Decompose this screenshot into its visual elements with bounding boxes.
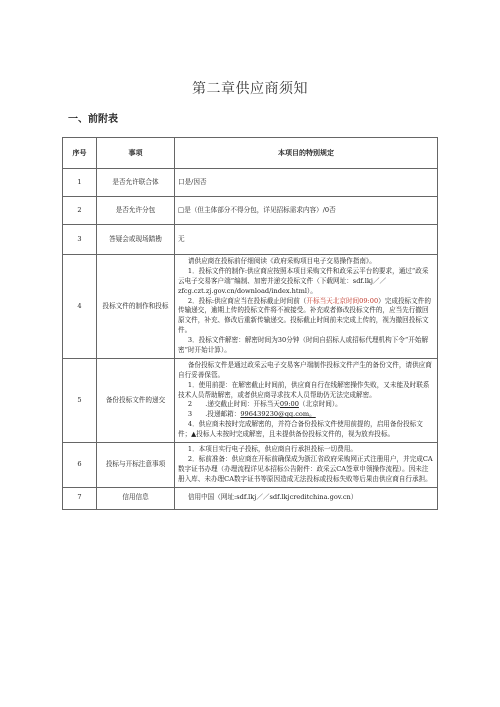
- table-row: [63, 255, 438, 359]
- paragraph: 2．标前准备：供应商在开标前确保成为浙江省政府采购网正式注册用户，并完成CA数字证书办理（办理流程详见本招标公告附件：政采云CA签章申领操作流程）。因未注册入库、未办理CA数字证书等原因造成无法投标或投标失败等后果由供应商自行承担。: [178, 454, 433, 483]
- deadline-time: 09:00: [279, 400, 299, 409]
- text: 3 .投递邮箱：: [187, 410, 241, 419]
- table-header-row: [63, 138, 438, 169]
- row-requirement: [175, 443, 438, 488]
- row-item: 答疑会或现场踏勘: [97, 225, 175, 255]
- paragraph: 1．投标文件的制作:供应商应按照本项目采购文件和政采云平台的要求，通过“政采云电子交易客户端”编制、加密并递交投标文件（下载网址：sdf.lkj／／zfcg.czt.zj.gov.cn/download/index.html）。: [178, 266, 429, 295]
- row-requirement: [175, 358, 438, 442]
- header-no: 序号: [63, 138, 97, 169]
- row-no: 2: [63, 197, 97, 225]
- deadline-highlight: 开标当天北京时间09:00: [306, 296, 379, 305]
- row-item: 是否允许联合体: [97, 169, 175, 197]
- paragraph: 备份投标文件是通过政采云电子交易客户端制作投标文件产生的备份文件，请供应商自行妥善保管。: [178, 360, 432, 379]
- text: ）完成投标文件的传输递交，逾期上传的投标文件将不被接受。补充或者修改投标文件的，应当先行撤回原文件，补充、修改后重新传输递交。投标截止时间前未完成上传的，视为撤回投标文件。: [178, 296, 431, 335]
- paragraph: 3．投标文件解密：解密时间为30分钟（时间自招标人或招标代理机构下令“开始解密”时开始计算）。: [178, 336, 429, 355]
- row-item: 是否允许分包: [97, 197, 175, 225]
- row-no: 7: [63, 487, 97, 509]
- preface-table: [62, 137, 438, 510]
- table-row: [63, 358, 438, 442]
- text: 2．投标:供应商应当在投标截止时间前（: [187, 296, 307, 305]
- row-requirement: 口是/因否: [175, 169, 438, 197]
- paragraph: 1．使用前提：在解密截止时间前，供应商自行在线解密操作失败，又未能及时联系技术人员帮助解密，或者供应商寻求技术人员帮助仍无法完成解密。: [178, 380, 430, 399]
- text: （北京时间）。: [298, 400, 342, 409]
- row-requirement: 无: [175, 225, 438, 255]
- paragraph: [178, 297, 434, 337]
- section-heading: 一、前附表: [68, 114, 118, 125]
- row-no: 4: [63, 255, 97, 359]
- text: 2 .递交截止时间：开标当天: [187, 400, 280, 409]
- row-requirement: [175, 255, 438, 359]
- row-no: 5: [63, 358, 97, 442]
- row-no: 6: [63, 443, 97, 488]
- email-link[interactable]: 996439230@qq.com。: [240, 410, 316, 419]
- row-requirement: □是（但主体部分不得分包，详见招标需求内容）/0否: [175, 197, 438, 225]
- header-item: 事项: [97, 138, 175, 169]
- table-row: [63, 169, 438, 197]
- paragraph: [178, 400, 434, 410]
- table-row: [63, 443, 438, 488]
- row-item: 备份投标文件的递交: [97, 358, 175, 442]
- table-row: [63, 197, 438, 225]
- table-row: [63, 225, 438, 255]
- row-item: 投标文件的制作和投标: [97, 255, 175, 359]
- row-requirement: 信用中国（网址:sdf.lkj／／sdf.lkjcreditchina.gov.cn）: [175, 487, 438, 509]
- table-row: [63, 487, 438, 509]
- row-item: 投标与开标注意事项: [97, 443, 175, 488]
- row-item: 信用信息: [97, 487, 175, 509]
- row-no: 3: [63, 225, 97, 255]
- paragraph: 1．本项目实行电子投标，供应商自行承担投标一切费用。: [187, 445, 357, 454]
- paragraph: [178, 410, 434, 420]
- chapter-title: 第二章供应商须知: [192, 81, 308, 97]
- row-no: 1: [63, 169, 97, 197]
- header-requirement: 本项目的特别规定: [175, 138, 438, 169]
- paragraph: 请供应商在投标前仔细阅读《政府采购项目电子交易操作指南》。: [187, 257, 376, 265]
- paragraph: 4．供应商未按时完成解密的，并符合备份投标文件使用前提的，启用备份投标文件；▲投标人未按时完成解密，且未提供备份投标文件的，视为放弃投标。: [178, 420, 423, 439]
